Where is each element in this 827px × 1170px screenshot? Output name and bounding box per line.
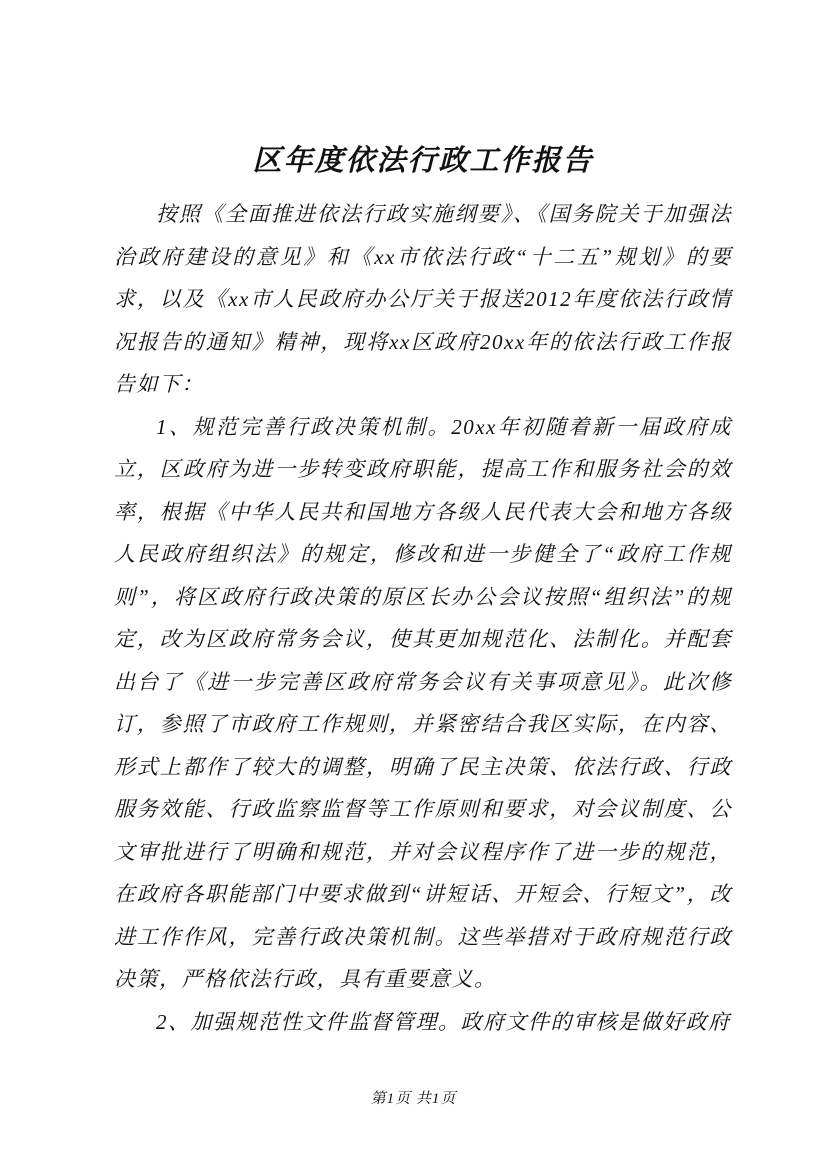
paragraph-section-2: 2、加强规范性文件监督管理。政府文件的审核是做好政府 [156,1009,731,1034]
paragraph-intro: 按照《全面推进依法行政实施纲要》、《国务院关于加强法治政府建设的意见》和《xx市依法行政“十二五”规划》的要求，以及《xx市人民政府办公厅关于报送2012年度依法行政情况报告的通知》精神，现将xx区政府20xx年的依法行政工作报告如下： [114,202,732,396]
document-title: 区年度依法行政工作报告 [252,145,594,177]
paragraph-section-1: 1、规范完善行政决策机制。20xx年初随着新一届政府成立，区政府为进一步转变政府职能，提高工作和服务社会的效率，根据《中华人民共和国地方各级人民代表大会和地方各级人民政府组织法》的规定，修改和进一步健全了“政府工作规则”，将区政府行政决策的原区长办公会议按照“组织法”的规定，改为区政府常务会议，使其更加规范化、法制化。并配套出台了《进一步完善区政府常务会议有关事项意见》。此次修订，参照了市政府工作规则，并紧密结合我区实际，在内容、形式上都作了较大的调整，明确了民主决策、依法行政、行政服务效能、行政监察监督等工作原则和要求，对会议制度、公文审批进行了明确和规范，并对会议程序作了进一步的规范，在政府各职能部门中要求做到“讲短话、开短会、行短文”，改进工作作风，完善行政决策机制。这些举措对于政府规范行政决策，严格依法行政，具有重要意义。 [114,414,732,991]
page-footer [0,1087,827,1108]
page-number: 第1页 共1页 [370,1091,457,1107]
